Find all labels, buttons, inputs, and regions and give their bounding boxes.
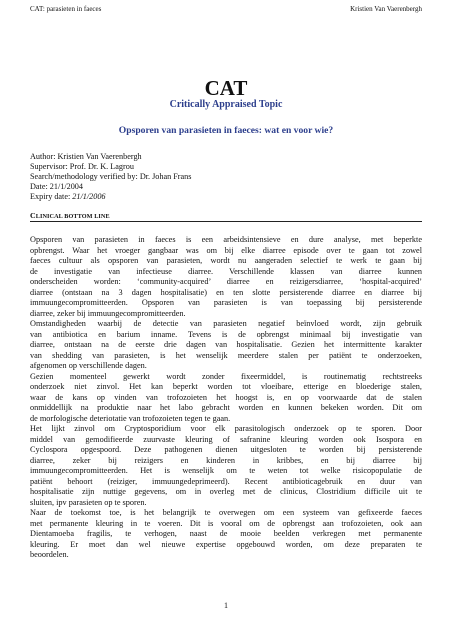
body-line: onmiddellijk na produktie naar het labo gebracht worden en kunnen bekeken worden. Dit om — [30, 403, 422, 412]
meta-verified: Search/methodology verified by: Dr. Johan Frans — [30, 172, 192, 181]
body-line: beoordelen. — [30, 550, 69, 559]
body-line: middel van gemodifieerde zuurvaste kleuring of safranine kleuring worden ook Isospora en — [30, 434, 422, 444]
meta-author: Author: Kristien Van Vaerenbergh — [30, 152, 142, 161]
body-line: Dientamoeba fragilis, te verhogen, naast de mooie beelden verkregen met permanente — [30, 529, 422, 538]
body-line: van shedding van parasieten, is het wenselijk meerdere stalen per patiënt te onderzoeken, — [30, 350, 422, 360]
body-line: de morfologische deteriotatie van trofozoieten tegen te gaan. — [30, 413, 231, 423]
body-line: Gezien momenteel gewerkt wordt zonder fixeermiddel, is routinematig rechtstreeks — [30, 371, 422, 381]
body-line: immuungecompromitteerden. Het is wenselijk om te weten tot welke risicopopulatie de — [30, 466, 422, 475]
body-line: sluiten, ipv parasieten op te sporen. — [30, 497, 147, 507]
section-heading — [30, 211, 422, 222]
body-text — [30, 235, 422, 561]
body-line: Het lijkt zinvol om Cryptosporidium voor elk parasitologisch onderzoek op te sporen. Door — [30, 424, 422, 433]
body-line: diarree, zeker bij reizigers en kinderen in kribbes, en bij diarree bij — [30, 455, 422, 465]
body-line: afgenomen op verschillende dagen. — [30, 361, 147, 370]
body-line: Cyclospora opgespoord. Deze pathogenen dienen uitgesloten te worden bij persisterende — [30, 445, 422, 454]
body-line: Naar de toekomst toe, is het belangrijk te overwegen om een systeem van gefixeerde faeces — [30, 508, 422, 517]
meta-supervisor: Supervisor: Prof. Dr. K. Lagrou — [30, 162, 134, 171]
meta-expiry-value: 21/1/2006 — [72, 192, 106, 201]
body-line: diarree (ontstaan na 3 dagen hospitalisatie) en ten slotte persisterende diarree en diarree bij — [30, 287, 422, 297]
running-header — [30, 5, 422, 13]
body-line: diarree, zeker bij immuungecompromitteerden. — [30, 308, 186, 318]
body-line: patiënt behoort (reiziger, immuungedeprimeerd). Recent antibioticagebruik en duur van — [30, 476, 422, 486]
body-line: waar de kans op vinden van trofozoieten het hoogst is, en op voorwaarde dat de stalen — [30, 392, 422, 402]
body-line: faeces cultuur als opsporen van parasieten, wordt nu aangeraden selectief te werk te gaan bij — [30, 256, 422, 265]
page-number: 1 — [224, 601, 228, 610]
section-heading-cap: C — [30, 211, 36, 220]
body-line: onderscheiden worden: ‘community-acquired’ diarree en reizigersdiarree, ‘hospital-acquired’ — [30, 277, 422, 286]
document-question: Opsporen van parasieten in faeces: wat en voor wie? — [118, 125, 334, 136]
section-heading-rest: LINICAL BOTTOM LINE — [35, 213, 110, 220]
body-line: Opsporen van parasieten in faeces is een arbeidsintensieve en dure analyse, met beperkte — [30, 235, 422, 244]
running-header-left: CAT: parasieten in faeces — [30, 5, 102, 13]
body-line: kleuring. Er moet dan wel nieuwe expertise opgebouwd worden, om deze preparaten te — [30, 539, 422, 549]
body-line: opbrengst. Waar het vroeger gangbaar was om bij elke diarree episode over te gaan tot zowel — [30, 245, 422, 255]
body-line: hospitalisatie zijn nuttige gegevens, om in overleg met de clinicus, Clostridium difficile uit te — [30, 487, 422, 496]
meta-date: Date: 21/1/2004 — [30, 182, 83, 191]
document-meta — [30, 152, 410, 202]
meta-expiry — [30, 192, 410, 202]
meta-expiry-label: Expiry date: — [30, 192, 73, 201]
body-line: Omstandigheden waarbij de detectie van parasieten negatief beïnvloed wordt, zijn gebruik — [30, 319, 422, 328]
body-line: immuungecompromitteerden. Opsporen van parasieten is van toepassing bij persisterende — [30, 298, 422, 307]
body-line: met permanente kleuring in te voeren. Dit is vooral om de opbrengst aan trofozoieten, ook aan — [30, 518, 422, 528]
running-header-right: Kristien Van Vaerenbergh — [350, 5, 422, 13]
body-line: onderzoek niet zinvol. Het kan beperkt worden tot vloeibare, etterige en bloederige stalen, — [30, 382, 422, 391]
document-subtitle: Critically Appraised Topic — [169, 99, 283, 110]
body-line: van antibiotica en barium inname. Tevens is de opbrengst minimaal bij investigatie van — [30, 329, 422, 339]
document-title: CAT — [204, 76, 248, 100]
body-line: diarree, ontstaan na de eerste drie dagen van hospitalisatie. Gezien het intermittente karakter — [30, 340, 422, 349]
body-line: de investigatie van infectieuse diarree. Verschillende klassen van diarree kunnen — [30, 266, 422, 276]
